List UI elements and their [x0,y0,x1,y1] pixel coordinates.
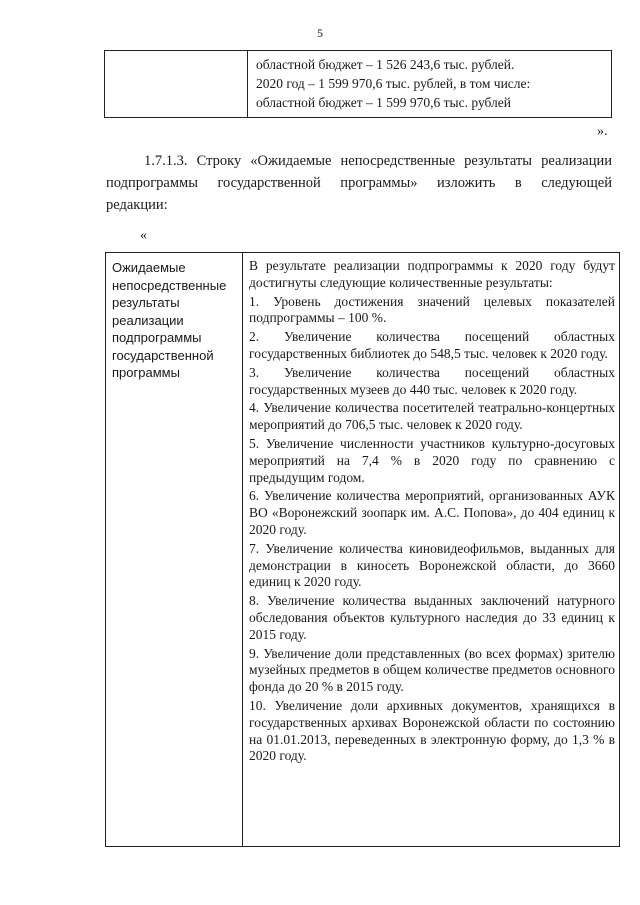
budget-line: областной бюджет – 1 526 243,6 тыс. рублей. [256,57,515,72]
result-item: 10. Увеличение доли архивных документов, хранящихся в государственных архивах Воронежской области по состоянию на 01.01.2013, переведенных в электронную форму, до 1,3 % в 2020 году. [249,697,615,764]
table-column-divider [247,51,248,117]
paragraph-line: 1.7.1.3. Строку «Ожидаемые непосредственные результаты реализации [144,153,612,169]
budget-cell [256,55,530,112]
result-item: 4. Увеличение количества посетителей театрально-концертных мероприятий до 706,5 тыс. человек к 2020 году. [249,400,615,433]
result-item: 6. Увеличение количества мероприятий, организованных АУК ВО «Воронежский зоопарк им. А.С. Попова», до 404 единиц к 2020 году. [249,488,615,537]
result-item: 1. Уровень достижения значений целевых показателей подпрограммы – 100 %. [249,293,615,326]
closing-quote: ». [597,124,608,139]
results-intro: В результате реализации подпрограммы к 2020 году будут достигнуты следующие количественные результаты: [249,258,615,290]
results-cell [249,258,615,767]
result-item: 2. Увеличение количества посещений областных государственных библиотек до 548,5 тыс. человек к 2020 году. [249,329,615,361]
result-item: 9. Увеличение доли представленных (во всех формах) зрителю музейных предметов в общем количестве предметов основного фонда до 20 % в 2015 году. [249,645,615,695]
paragraph-line: редакции: [106,197,168,213]
result-item: 5. Увеличение численности участников культурно-досуговых мероприятий на 7,4 % в 2020 году по сравнению с предыдущим годом. [249,435,615,485]
result-item: 7. Увеличение количества киновидеофильмов, выданных для демонстрации в киносеть Воронежской области, до 3660 единиц к 2020 году. [249,540,615,590]
table-column-divider [242,253,243,846]
paragraph-line: подпрограммы государственной программы» изложить в следующей [106,175,612,191]
budget-table-fragment [104,50,612,118]
amendment-paragraph [106,150,612,216]
row-label: Ожидаемые непосредственные результаты реализации подпрограммы государственной программы [112,260,227,380]
result-item: 8. Увеличение количества выданных заключений натурного обследования объектов культурного наследия до 33 единиц к 2015 году. [249,593,615,642]
opening-quote: « [140,228,147,243]
budget-line: областной бюджет – 1 599 970,6 тыс. рублей [256,95,511,110]
expected-results-table [105,252,620,847]
page-number: 5 [317,26,323,40]
result-item: 3. Увеличение количества посещений областных государственных музеев до 440 тыс. человек к 2020 году. [249,364,615,397]
budget-line: 2020 год – 1 599 970,6 тыс. рублей, в том числе: [256,76,531,91]
